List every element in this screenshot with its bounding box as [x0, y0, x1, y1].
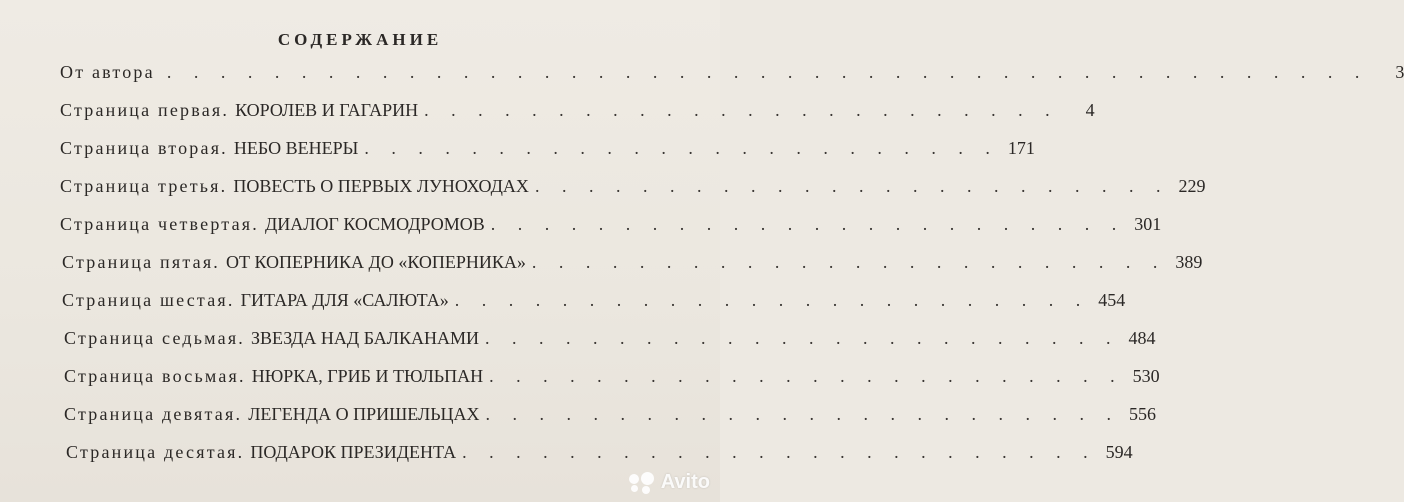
leader-dots: . . . . . . . . . . . . . . . . . . . . . . . . . . . . . . . . . . . . . . . . . . . . .: [166, 62, 1369, 82]
entry-title: НЮРКА, ГРИБ И ТЮЛЬПАН: [251, 366, 484, 386]
entry-lead: От автора: [60, 62, 155, 82]
toc-entry: [60, 138, 1035, 166]
entry-title: ПОВЕСТЬ О ПЕРВЫХ ЛУНОХОДАХ: [233, 176, 529, 196]
entry-title: ЗВЕЗДА НАД БАЛКАНАМИ: [251, 328, 480, 348]
avito-watermark: [629, 471, 710, 494]
leader-dots: . . . . . . . . . . . . . . . . . . . . . . . .: [490, 214, 1126, 234]
entry-page: 594: [1105, 442, 1133, 462]
toc-entry: [64, 328, 1156, 356]
entry-title: ДИАЛОГ КОСМОДРОМОВ: [264, 214, 485, 234]
leader-dots: . . . . . . . . . . . . . . . . . . . . . . . .: [485, 328, 1120, 348]
entry-lead: Страница первая.: [60, 100, 230, 120]
leader-dots: . . . . . . . . . . . . . . . . . . . . . . . .: [534, 176, 1170, 196]
entry-lead: Страница третья.: [60, 176, 228, 196]
entry-title: КОРОЛЕВ И ГАГАРИН: [235, 100, 419, 120]
toc-entry: [60, 176, 1206, 204]
watermark-text: Avito: [660, 471, 710, 493]
entry-page: 3: [1395, 62, 1404, 82]
leader-dots: . . . . . . . . . . . . . . . . . . . . . . . .: [462, 442, 1097, 462]
entry-page: 229: [1178, 176, 1206, 196]
toc-entry: [60, 214, 1162, 242]
entry-page: 530: [1132, 366, 1160, 386]
entry-title: ЛЕГЕНДА О ПРИШЕЛЬЦАХ: [248, 404, 480, 424]
leader-dots: . . . . . . . . . . . . . . . . . . . . . . . .: [485, 404, 1121, 424]
leader-dots: . . . . . . . . . . . . . . . . . . . . . . . .: [424, 100, 1059, 120]
leader-dots: . . . . . . . . . . . . . . . . . . . . . . . .: [364, 138, 999, 158]
entry-title: ПОДАРОК ПРЕЗИДЕНТА: [250, 442, 457, 462]
entry-lead: Страница восьмая.: [64, 366, 246, 386]
entry-page: 4: [1085, 100, 1095, 120]
entry-page: 389: [1175, 252, 1203, 272]
entry-page: 171: [1007, 138, 1035, 158]
entry-title: ГИТАРА ДЛЯ «САЛЮТА»: [240, 290, 449, 310]
entry-lead: Страница четвертая.: [60, 214, 259, 234]
page-title: СОДЕРЖАНИЕ: [277, 30, 443, 49]
toc-entry: [60, 62, 1404, 90]
leader-dots: . . . . . . . . . . . . . . . . . . . . . . . .: [454, 290, 1090, 310]
entry-page: 556: [1129, 404, 1157, 424]
entry-lead: Страница шестая.: [62, 290, 235, 310]
entry-lead: Страница девятая.: [64, 404, 243, 424]
entry-page: 301: [1134, 214, 1162, 234]
toc-entry: [64, 404, 1157, 432]
toc-entry: [60, 100, 1095, 128]
entry-title: ОТ КОПЕРНИКА ДО «КОПЕРНИКА»: [226, 252, 526, 272]
leader-dots: . . . . . . . . . . . . . . . . . . . . . . . .: [531, 252, 1167, 272]
entry-lead: Страница седьмая.: [64, 328, 245, 348]
toc-entry: [62, 290, 1126, 318]
toc-entry: [66, 442, 1133, 470]
entry-title: НЕБО ВЕНЕРЫ: [233, 138, 359, 158]
entry-lead: Страница десятая.: [66, 442, 245, 462]
entry-lead: Страница пятая.: [62, 252, 220, 272]
leader-dots: . . . . . . . . . . . . . . . . . . . . . . . .: [489, 366, 1124, 386]
entry-page: 484: [1128, 328, 1156, 348]
avito-logo-icon: [629, 472, 655, 494]
toc-entry: [62, 252, 1203, 280]
entry-lead: Страница вторая.: [60, 138, 228, 158]
toc-entry: [64, 366, 1160, 394]
entry-page: 454: [1098, 290, 1126, 310]
